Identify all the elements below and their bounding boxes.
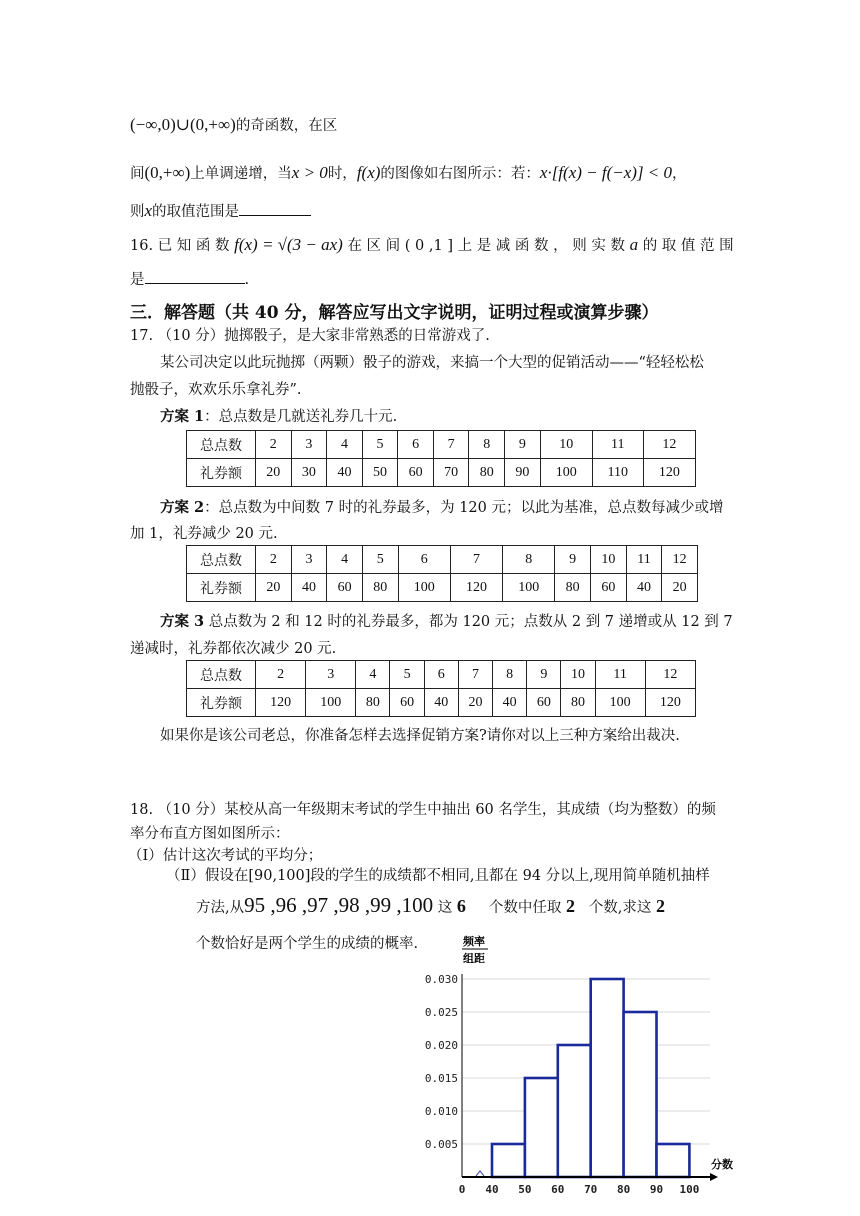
q15-line2 bbox=[130, 162, 687, 183]
cell: 3 bbox=[291, 546, 327, 574]
q15-line1 bbox=[130, 114, 337, 135]
cell: 60 bbox=[327, 574, 363, 602]
cell: 20 bbox=[256, 574, 292, 602]
x-tick-label: 60 bbox=[551, 1183, 565, 1196]
row-label-voucher: 礼券额 bbox=[187, 459, 256, 487]
y-tick-label: 0.020 bbox=[424, 1039, 458, 1052]
cell: 2 bbox=[256, 661, 306, 689]
x-tick-label: 80 bbox=[616, 1183, 631, 1196]
q18-text-d: 个数,求这 bbox=[588, 900, 652, 916]
cell: 2 bbox=[256, 431, 292, 459]
q16-line2-text: 是 bbox=[130, 272, 145, 288]
cell: 100 bbox=[540, 459, 592, 487]
q15-line3 bbox=[130, 200, 311, 221]
cell: 12 bbox=[662, 546, 698, 574]
y-axis-label-bottom: 组距 bbox=[463, 952, 485, 965]
cell: 120 bbox=[643, 459, 695, 487]
row-label-points: 总点数 bbox=[187, 431, 256, 459]
cell: 120 bbox=[256, 689, 306, 717]
plan3-table bbox=[186, 660, 696, 717]
x-tick-label: 50 bbox=[518, 1183, 532, 1196]
table-row bbox=[187, 546, 698, 574]
cell: 3 bbox=[291, 431, 327, 459]
q15-domain-math: (−∞,0)∪(0,+∞) bbox=[130, 115, 236, 134]
plan1-table bbox=[186, 430, 696, 487]
cell: 8 bbox=[493, 661, 527, 689]
q17-plan2 bbox=[160, 496, 723, 517]
q17-intro: 17. （10 分）抛掷骰子，是大家非常熟悉的日常游戏了. bbox=[130, 328, 490, 344]
q16-mid: 在 区 间 ( 0 ,1 ] 上 是 减 函 数 ， 则 实 数 bbox=[347, 238, 625, 254]
cell: 120 bbox=[645, 689, 695, 717]
q18-text-a: 方法,从 bbox=[196, 900, 245, 916]
cell: 40 bbox=[626, 574, 662, 602]
cell: 80 bbox=[561, 689, 595, 717]
cell: 11 bbox=[592, 431, 643, 459]
row-label-voucher: 礼券额 bbox=[187, 574, 256, 602]
cell: 90 bbox=[505, 459, 541, 487]
cell: 110 bbox=[592, 459, 643, 487]
x-axis-label: 分数 bbox=[711, 1158, 733, 1171]
q17-p1: 某公司决定以此玩抛掷（两颗）骰子的游戏，来搞一个大型的促销活动——“轻轻松松 bbox=[160, 355, 704, 371]
x-axis-arrow bbox=[710, 1173, 718, 1181]
cell: 50 bbox=[362, 459, 398, 487]
cell: 40 bbox=[291, 574, 327, 602]
table-row bbox=[187, 459, 696, 487]
cell: 20 bbox=[662, 574, 698, 602]
q15-fx: f(x) bbox=[356, 163, 381, 182]
cell: 11 bbox=[626, 546, 662, 574]
cell: 11 bbox=[595, 661, 645, 689]
cell: 120 bbox=[450, 574, 502, 602]
cell: 40 bbox=[327, 459, 363, 487]
q18-intro: 18. （10 分）某校从高一年级期末考试的学生中抽出 60 名学生，其成绩（均为整数）的频 bbox=[130, 802, 716, 818]
y-tick-label: 0.015 bbox=[424, 1072, 458, 1085]
q15-line1-text: 的奇函数，在区 bbox=[235, 118, 338, 134]
cell: 12 bbox=[643, 431, 695, 459]
cell: 8 bbox=[503, 546, 555, 574]
cell: 80 bbox=[469, 459, 505, 487]
q18-two: 2 bbox=[565, 896, 575, 916]
plan3-text: 总点数为 2 和 12 时的礼券最多，都为 120 元；点数从 2 到 7 递增或从 12 到 7 bbox=[204, 614, 733, 630]
cell: 10 bbox=[540, 431, 592, 459]
q17-plan3 bbox=[160, 610, 733, 631]
y-tick-label: 0.025 bbox=[424, 1006, 458, 1019]
q15-text-f: 则 bbox=[130, 204, 145, 220]
table-row bbox=[187, 661, 696, 689]
y-axis-label-top: 频率 bbox=[463, 935, 485, 948]
q18-intro2: 率分布直方图如图所示： bbox=[130, 826, 290, 842]
cell: 30 bbox=[291, 459, 327, 487]
q18-part2-line3: 个数恰好是两个学生的成绩的概率. bbox=[196, 936, 419, 952]
cell: 100 bbox=[398, 574, 450, 602]
cell: 9 bbox=[555, 546, 591, 574]
histogram-bar bbox=[525, 1078, 558, 1177]
section-title: 三．解答题（共 40 分，解答应写出文字说明，证明过程或演算步骤） bbox=[130, 303, 659, 323]
x-tick-label: 100 bbox=[679, 1183, 700, 1196]
table-row bbox=[187, 431, 696, 459]
row-label-points: 总点数 bbox=[187, 546, 256, 574]
plan3-label: 方案 3 bbox=[160, 613, 205, 630]
plan2-text: ：总点数为中间数 7 时的礼券最多，为 120 元；以此为基准，总点数每减少或增 bbox=[204, 500, 724, 516]
cell: 100 bbox=[503, 574, 555, 602]
cell: 40 bbox=[493, 689, 527, 717]
cell: 5 bbox=[362, 546, 398, 574]
histogram-bar bbox=[591, 979, 624, 1177]
q18-numbers: 95 ,96 ,97 ,98 ,99 ,100 bbox=[244, 893, 434, 917]
cell: 9 bbox=[505, 431, 541, 459]
cell: 40 bbox=[424, 689, 458, 717]
cell: 6 bbox=[398, 431, 434, 459]
q18-part2: （Ⅱ）假设在[90,100]段的学生的成绩都不相同,且都在 94 分以上,现用简单随机抽样 bbox=[166, 868, 710, 884]
cell: 80 bbox=[362, 574, 398, 602]
q18-text-b: 这 bbox=[437, 900, 453, 916]
cell: 4 bbox=[327, 431, 363, 459]
frequency-histogram bbox=[410, 934, 733, 1196]
y-tick-label: 0.005 bbox=[424, 1138, 458, 1151]
q15-text-b: 上单调递增，当 bbox=[190, 166, 292, 182]
plan2-table bbox=[186, 545, 698, 602]
y-tick-label: 0.010 bbox=[424, 1105, 458, 1118]
cell: 60 bbox=[527, 689, 561, 717]
cell: 100 bbox=[306, 689, 356, 717]
x-tick-label: 70 bbox=[584, 1183, 598, 1196]
y-tick-label: 0.030 bbox=[424, 973, 458, 986]
cell: 6 bbox=[424, 661, 458, 689]
q17-question: 如果你是该公司老总，你准备怎样去选择促销方案?请你对以上三种方案给出裁决. bbox=[160, 728, 680, 744]
row-label-voucher: 礼券额 bbox=[187, 689, 256, 717]
cell: 60 bbox=[591, 574, 627, 602]
y-tick-labels bbox=[425, 973, 458, 1151]
q16-function: f(x) = √(3 − ax) bbox=[234, 235, 343, 254]
q17-plan2-cont: 加 1，礼券减少 20 元. bbox=[130, 526, 278, 542]
x-tick-label: 0 bbox=[458, 1183, 466, 1196]
x-tick-labels bbox=[459, 1183, 700, 1196]
row-label-points: 总点数 bbox=[187, 661, 256, 689]
q15-answer-blank[interactable] bbox=[239, 201, 311, 216]
q16-prefix: 16. 已 知 函 数 bbox=[130, 238, 230, 254]
cell: 20 bbox=[256, 459, 292, 487]
table-row bbox=[187, 689, 696, 717]
histogram-bar bbox=[492, 1144, 525, 1177]
q15-text-e: ， bbox=[672, 166, 687, 182]
table-row bbox=[187, 574, 698, 602]
q18-text-c: 个数中任取 bbox=[488, 900, 562, 916]
cell: 7 bbox=[458, 661, 492, 689]
q15-interval: (0,+∞) bbox=[144, 163, 191, 182]
q16-line2-end: . bbox=[244, 272, 250, 288]
q15-condition: x > 0 bbox=[291, 163, 328, 182]
cell: 8 bbox=[469, 431, 505, 459]
q17-p2: 抛骰子，欢欢乐乐拿礼券”. bbox=[130, 382, 302, 398]
cell: 6 bbox=[398, 546, 450, 574]
q16-answer-blank[interactable] bbox=[145, 269, 245, 284]
cell: 5 bbox=[362, 431, 398, 459]
q18-two-b: 2 bbox=[656, 896, 666, 916]
plan1-label: 方案 1 bbox=[160, 408, 205, 425]
cell: 3 bbox=[306, 661, 356, 689]
cell: 9 bbox=[527, 661, 561, 689]
cell: 7 bbox=[433, 431, 469, 459]
q16-var: a bbox=[629, 235, 639, 254]
q15-inequality: x·[f(x) − f(−x)] < 0 bbox=[539, 163, 673, 182]
q17-plan3-cont: 递减时，礼券都依次减少 20 元. bbox=[130, 641, 337, 657]
axis-break-mark bbox=[476, 1171, 484, 1176]
q16-line1 bbox=[130, 234, 734, 255]
plan2-label: 方案 2 bbox=[160, 499, 205, 516]
cell: 60 bbox=[390, 689, 424, 717]
q16-end: 的 取 值 范 围 bbox=[642, 238, 734, 254]
q18-part2-line2 bbox=[196, 893, 665, 918]
q15-x: x bbox=[144, 201, 153, 220]
q15-text-d: 的图像如右图所示：若： bbox=[380, 166, 540, 182]
x-tick-label: 40 bbox=[485, 1183, 499, 1196]
cell: 70 bbox=[433, 459, 469, 487]
x-tick-label: 90 bbox=[649, 1183, 664, 1196]
q15-text-c: 时， bbox=[327, 166, 357, 182]
cell: 7 bbox=[450, 546, 502, 574]
q15-text-a: 间 bbox=[130, 166, 145, 182]
cell: 2 bbox=[256, 546, 292, 574]
cell: 10 bbox=[591, 546, 627, 574]
cell: 20 bbox=[458, 689, 492, 717]
cell: 80 bbox=[356, 689, 390, 717]
histogram-bar bbox=[558, 1045, 591, 1177]
cell: 12 bbox=[645, 661, 695, 689]
q18-part1: （Ⅰ）估计这次考试的平均分； bbox=[128, 848, 323, 864]
histogram-bar bbox=[624, 1012, 657, 1177]
q15-text-g: 的取值范围是 bbox=[152, 204, 240, 220]
q18-six: 6 bbox=[456, 896, 466, 916]
cell: 60 bbox=[398, 459, 434, 487]
histogram-bar bbox=[657, 1144, 690, 1177]
q16-line2 bbox=[130, 268, 249, 289]
cell: 80 bbox=[555, 574, 591, 602]
cell: 5 bbox=[390, 661, 424, 689]
cell: 4 bbox=[356, 661, 390, 689]
cell: 4 bbox=[327, 546, 363, 574]
plan1-text: ：总点数是几就送礼券几十元. bbox=[204, 409, 398, 425]
cell: 10 bbox=[561, 661, 595, 689]
q17-plan1 bbox=[160, 405, 397, 426]
cell: 100 bbox=[595, 689, 645, 717]
